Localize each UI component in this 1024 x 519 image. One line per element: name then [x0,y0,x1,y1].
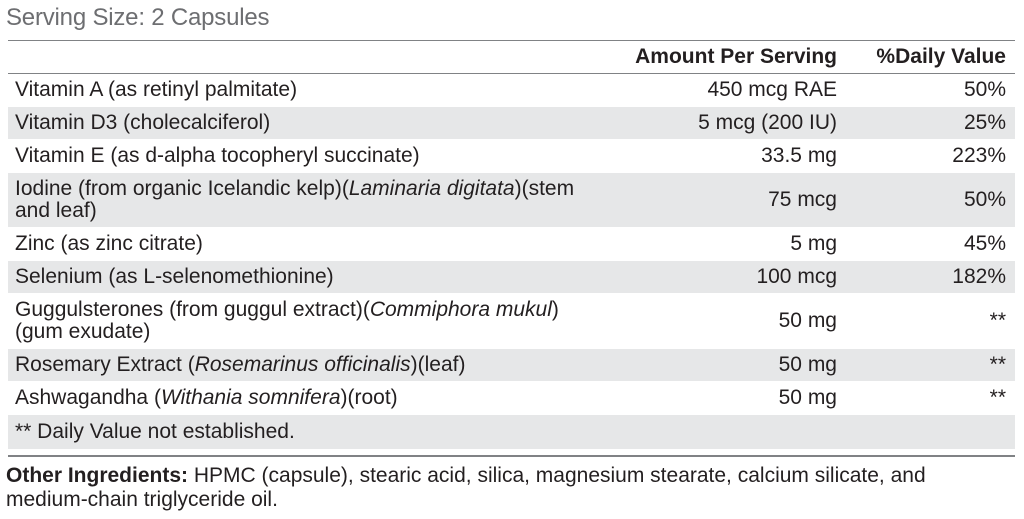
header-name [8,41,613,74]
daily-value: 45% [846,228,1015,261]
amount-per-serving: 50 mg [613,349,846,382]
nutrient-name-suffix: )(leaf) [410,353,466,376]
supplement-facts-table [8,40,1015,450]
nutrient-name [8,74,613,107]
table-row [8,140,1015,173]
botanical-name: Laminaria digitata [348,177,515,200]
nutrient-name-text: Guggulsterones (from guggul extract)( [15,298,370,321]
daily-value: 182% [846,261,1015,294]
botanical-name: Commiphora mukul [369,298,552,321]
amount-per-serving: 50 mg [613,382,846,415]
nutrient-name-text: Rosemary Extract ( [15,353,195,376]
header-row [8,41,1015,74]
nutrient-rows [8,74,1015,415]
daily-value: 223% [846,140,1015,173]
nutrient-name [8,228,613,261]
nutrient-name-text: Vitamin D3 (cholecalciferol) [15,111,271,134]
other-ingredients-text: HPMC (capsule), stearic acid, silica, magnesium stearate, calcium silicate, and medium-chain triglyceride oil. [6,464,926,511]
daily-value: 25% [846,107,1015,140]
nutrient-name-suffix: )(gum exudate) [15,298,559,343]
table-row [8,228,1015,261]
botanical-name: Withania somnifera [160,386,341,409]
table-row [8,107,1015,140]
nutrient-name-text: Selenium (as L-selenomethionine) [15,265,334,288]
nutrient-name-text: Vitamin A (as retinyl palmitate) [15,78,298,101]
nutrient-name-text: Iodine (from organic Icelandic kelp)( [15,177,349,200]
amount-per-serving: 75 mcg [613,173,846,228]
daily-value: 50% [846,74,1015,107]
nutrient-name [8,382,613,415]
serving-size: Serving Size: 2 Capsules [6,4,270,31]
nutrient-name [8,140,613,173]
amount-per-serving: 5 mcg (200 IU) [613,107,846,140]
nutrient-name-suffix: )(root) [340,386,398,409]
nutrient-name [8,107,613,140]
table-row [8,173,1015,228]
nutrient-name [8,261,613,294]
amount-per-serving: 33.5 mg [613,140,846,173]
other-ingredients [6,464,1006,512]
header-daily-value: %Daily Value [846,41,1015,74]
nutrient-name-suffix: )(stem and leaf) [15,177,575,222]
amount-per-serving: 100 mcg [613,261,846,294]
amount-per-serving: 450 mcg RAE [613,74,846,107]
footnote: ** Daily Value not established. [8,415,1015,450]
table-row [8,382,1015,415]
other-ingredients-label: Other Ingredients: [6,464,189,487]
daily-value: ** [846,349,1015,382]
header-amount: Amount Per Serving [613,41,846,74]
table-row [8,261,1015,294]
footnote-row [8,415,1015,450]
table-row [8,349,1015,382]
nutrient-name [8,173,613,228]
amount-per-serving: 50 mg [613,294,846,349]
nutrient-name-text: Vitamin E (as d-alpha tocopheryl succinate) [15,144,420,167]
nutrient-name-text: Zinc (as zinc citrate) [15,232,203,255]
table-row [8,294,1015,349]
daily-value: 50% [846,173,1015,228]
daily-value: ** [846,382,1015,415]
divider [8,455,1015,457]
amount-per-serving: 5 mg [613,228,846,261]
nutrient-name [8,349,613,382]
nutrient-name-text: Ashwagandha ( [15,386,161,409]
botanical-name: Rosemarinus officinalis [194,353,411,376]
daily-value: ** [846,294,1015,349]
nutrient-name [8,294,613,349]
table-row [8,74,1015,107]
